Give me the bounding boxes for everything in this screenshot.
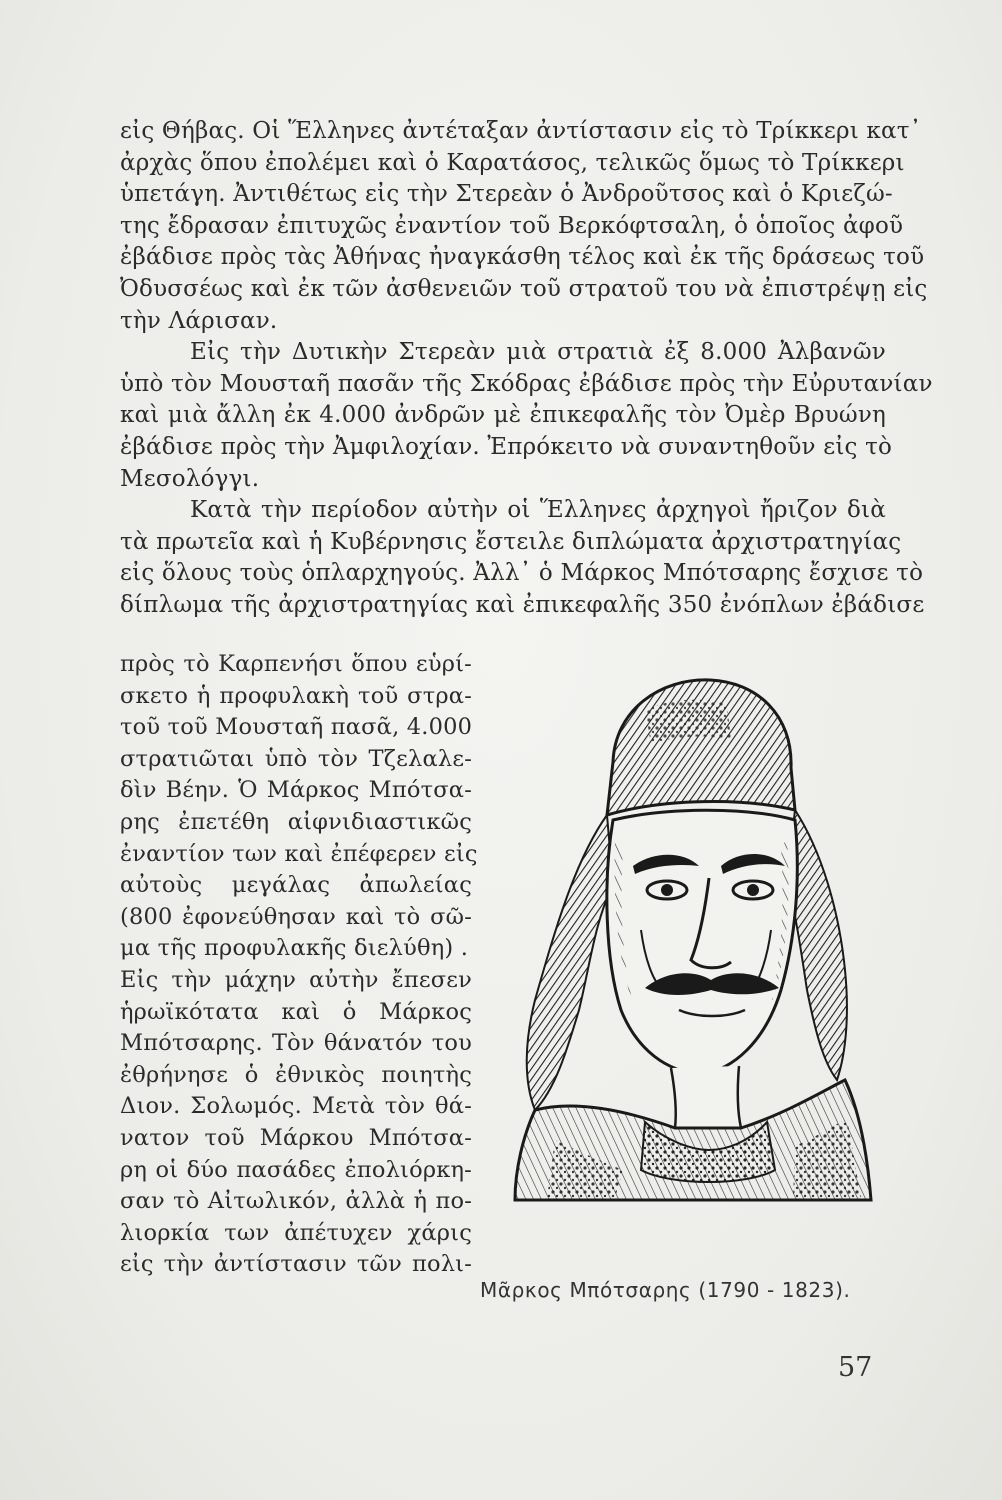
text-line: στρατιῶται ὑπὸ τὸν Τζελαλε- — [120, 745, 472, 772]
text-line: πρὸς τὸ Καρπενήσι ὅπου εὑρί- — [120, 651, 472, 677]
text-line: Ὀδυσσέως καὶ ἐκ τῶν ἀσθενειῶν τοῦ στρατοῦ του νὰ ἐπιστρέψῃ εἰς — [120, 275, 928, 302]
portrait-caption: Μᾶρκος Μπότσαρης (1790 - 1823). — [480, 1278, 851, 1302]
text-line: εἰς Θήβας. Οἱ Ἕλληνες ἀντέταξαν ἀντίστασιν εἰς τὸ Τρίκκερι κατ᾽ — [120, 118, 922, 144]
text-line: καὶ μιὰ ἄλλη ἐκ 4.000 ἀνδρῶν μὲ ἐπικεφαλῆς τὸν Ὀμὲρ Βρυώνη — [120, 402, 886, 429]
text-line: σκετο ἡ προφυλακὴ τοῦ στρα- — [120, 682, 472, 709]
text-line: ὑπὸ τὸν Μουσταῆ πασᾶν τῆς Σκόδρας ἐβάδισε πρὸς τὴν Εὐρυτανίαν — [120, 370, 933, 397]
text-line: ἐβάδισε πρὸς τὰς Ἀθήνας ἠναγκάσθη τέλος καὶ ἐκ τῆς δράσεως τοῦ — [120, 244, 925, 271]
text-line: νατον τοῦ Μάρκου Μπότσα- — [120, 1124, 472, 1151]
text-line: εἰς τὴν ἀντίστασιν τῶν πολι- — [120, 1251, 472, 1278]
text-line: λιορκία των ἀπέτυχεν χάρις — [120, 1219, 472, 1246]
text-line: δίπλωμα τῆς ἀρχιστρατηγίας καὶ ἐπικεφαλῆς 350 ἐνόπλων ἐβάδισε — [120, 591, 925, 618]
text-line: δὶν Βέην. Ὁ Μάρκος Μπότσα- — [120, 777, 472, 804]
hair-left — [527, 815, 613, 1110]
text-line: μα τῆς προφυλακῆς διελύθη) . — [120, 935, 469, 962]
text-line: αὐτοὺς μεγάλας ἀπωλείας — [120, 872, 472, 899]
text-line: Μπότσαρης. Τὸν θάνατόν του — [120, 1030, 472, 1057]
text-line: Εἰς τὴν μάχην αὐτὴν ἔπεσεν — [120, 966, 472, 993]
text-line: Μεσολόγγι. — [120, 465, 260, 492]
text-line: τὰ πρωτεῖα καὶ ἡ Κυβέρνησις ἔστειλε διπλώματα ἀρχιστρατηγίας — [120, 528, 902, 555]
text-line: ἐθρήνησε ὁ ἐθνικὸς ποιητὴς — [120, 1061, 472, 1088]
portrait-illustration — [495, 670, 873, 1210]
text-line: Κατὰ τὴν περίοδον αὐτὴν οἱ Ἕλληνες ἀρχηγοὶ ἤριζον διὰ — [190, 497, 886, 524]
text-line: Εἰς τὴν Δυτικὴν Στερεὰν μιὰ στρατιὰ ἐξ 8.000 Ἀλβανῶν — [190, 339, 886, 366]
text-line: Διον. Σολωμός. Μετὰ τὸν θά- — [120, 1093, 472, 1120]
main-text — [120, 116, 933, 622]
text-line: τοῦ τοῦ Μουσταῆ πασᾶ, 4.000 — [120, 714, 473, 741]
text-line: (800 ἐφονεύθησαν καὶ τὸ σῶ- — [120, 903, 472, 930]
text-line: ρη οἱ δύο πασάδες ἐπολιόρκη- — [120, 1156, 472, 1183]
text-line: ἐβάδισε πρὸς τὴν Ἀμφιλοχίαν. Ἐπρόκειτο νὰ συναντηθοῦν εἰς τὸ — [120, 433, 893, 460]
text-line: ἡρωϊκότατα καὶ ὁ Μάρκος — [120, 998, 472, 1025]
text-line: ἀρχὰς ὅπου ἐπολέμει καὶ ὁ Καρατάσος, τελικῶς ὅμως τὸ Τρίκκερι — [120, 149, 905, 176]
text-line: ἐναντίον των καὶ ἐπέφερεν εἰς — [120, 840, 478, 867]
text-line: εἰς ὅλους τοὺς ὁπλαρχηγούς. Ἀλλ᾽ ὁ Μάρκος Μπότσαρης ἔσχισε τὸ — [120, 560, 924, 587]
text-line: τὴν Λάρισαν. — [120, 307, 278, 334]
wrapped-text-column — [120, 649, 478, 1281]
page-number: 57 — [838, 1352, 873, 1383]
text-line: σαν τὸ Αἰτωλικόν, ἀλλὰ ἡ πο- — [120, 1188, 472, 1215]
text-line: ὑπετάγη. Ἀντιθέτως εἰς τὴν Στερεὰν ὁ Ἀνδροῦτσος καὶ ὁ Κριεζώ- — [120, 181, 893, 208]
text-line: της ἔδρασαν ἐπιτυχῶς ἐναντίον τοῦ Βερκόφτσαλη, ὁ ὁποῖος ἀφοῦ — [120, 212, 904, 239]
text-line: ρης ἐπετέθη αἰφνιδιαστικῶς — [120, 808, 472, 835]
